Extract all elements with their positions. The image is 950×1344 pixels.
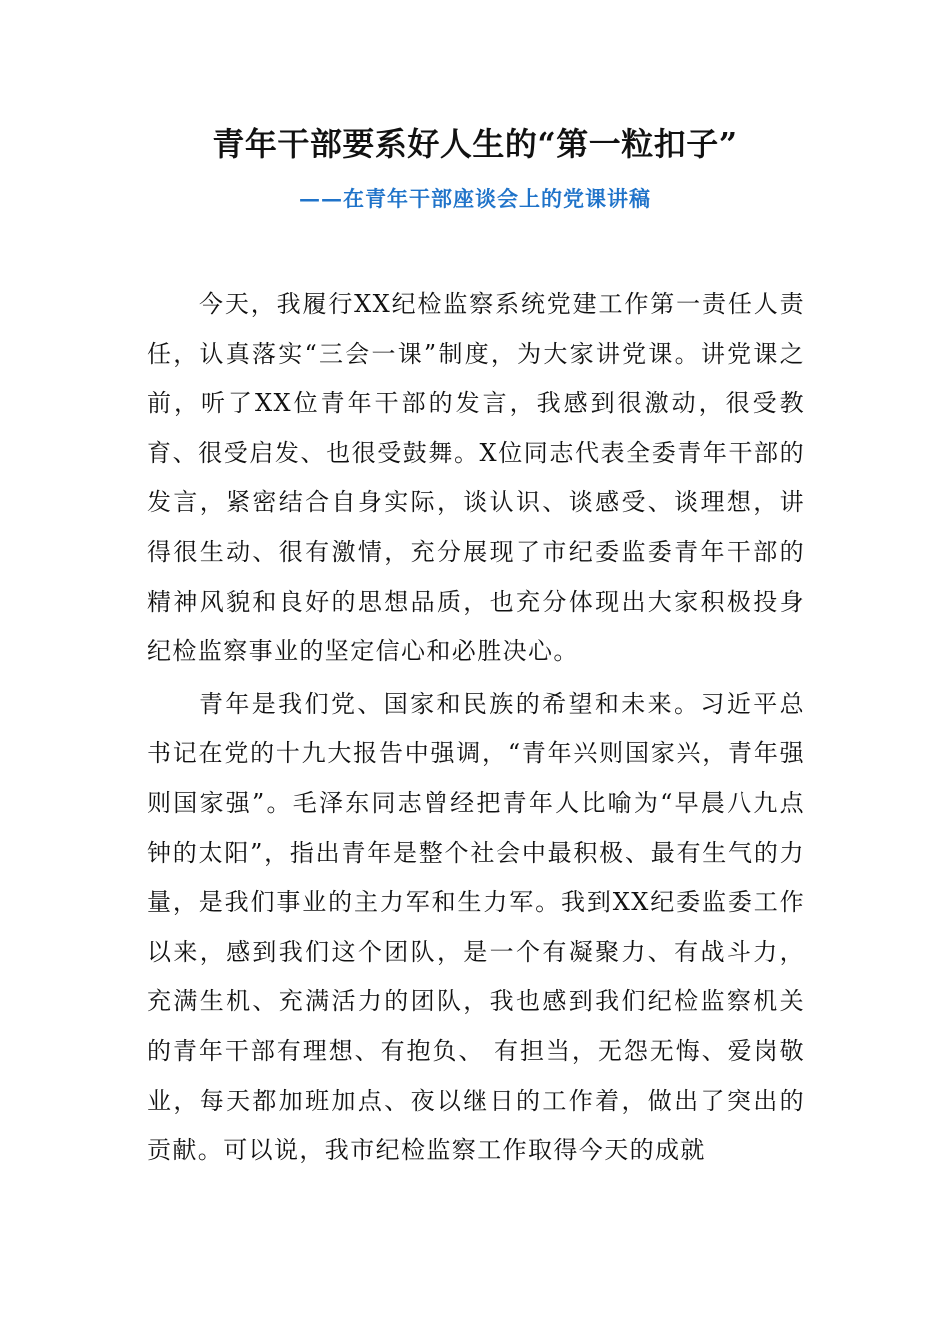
document-body xyxy=(147,280,805,1176)
paragraph-1: 今天，我履行XX纪检监察系统党建工作第一责任人责任，认真落实“三会一课”制度，为大家讲党课。讲党课之前，听了XX位青年干部的发言，我感到很激动，很受教育、很受启发、也很受鼓舞。X位同志代表全委青年干部的发言，紧密结合自身实际，谈认识、谈感受、谈理想，讲得很生动、很有激情，充分展现了市纪委监委青年干部的精神风貌和良好的思想品质，也充分体现出大家积极投身纪检监察事业的坚定信心和必胜决心。 xyxy=(147,290,805,666)
document-title: 青年干部要系好人生的“第一粒扣子” xyxy=(212,125,738,163)
document-subtitle: ——在青年干部座谈会上的党课讲稿 xyxy=(299,186,651,211)
paragraph-2: 青年是我们党、国家和民族的希望和未来。习近平总书记在党的十九大报告中强调，“青年兴则国家兴，青年强则国家强”。毛泽东同志曾经把青年人比喻为“早晨八九点钟的太阳”，指出青年是整个社会中最积极、最有生气的力量，是我们事业的主力军和生力军。我到XX纪委监委工作以来，感到我们这个团队，是一个有凝聚力、有战斗力，充满生机、充满活力的团队，我也感到我们纪检监察机关的青年干部有理想、有抱负、 有担当，无怨无悔、爱岗敬业，每天都加班加点、夜以继日的工作着，做出了突出的贡献。可以说，我市纪检监察工作取得今天的成就 xyxy=(147,689,805,1165)
